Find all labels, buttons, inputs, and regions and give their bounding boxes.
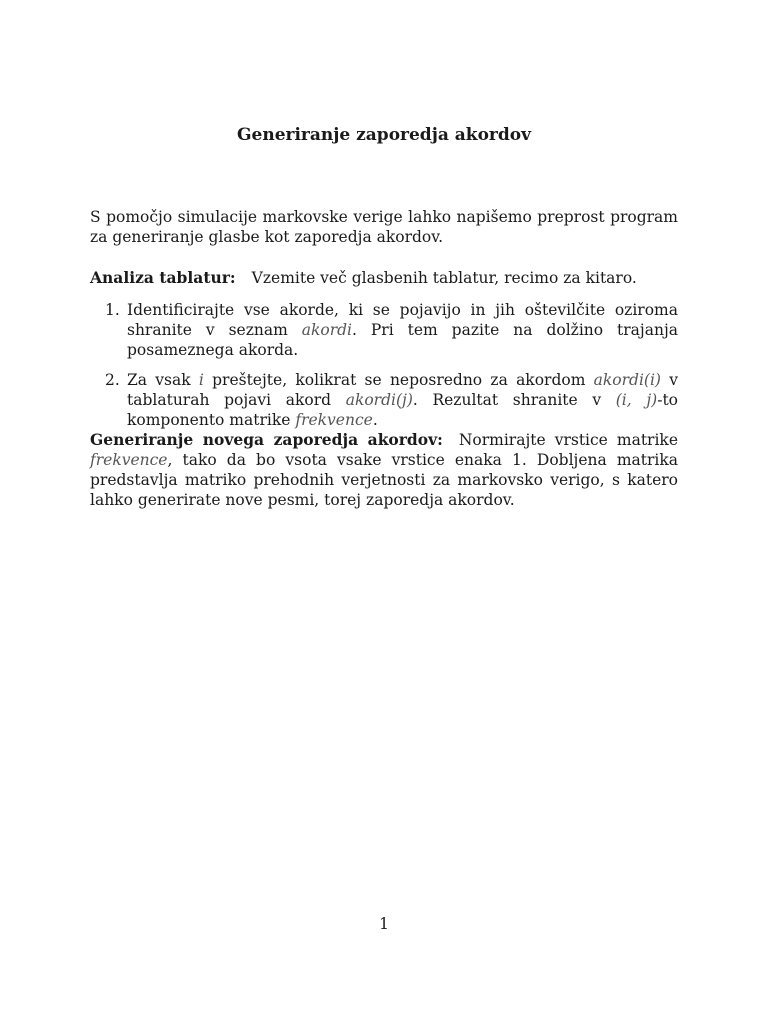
list-item-text: -to komponento matrike <box>127 391 679 429</box>
section-analiza-tablatur <box>90 268 678 288</box>
math-frekvence: frekvence <box>295 411 373 429</box>
section-text: Normirajte vrstice matrike <box>458 431 678 449</box>
page-number: 1 <box>379 915 389 933</box>
task-list <box>90 300 678 430</box>
section-generiranje <box>90 430 678 510</box>
document-title: Generiranje zaporedja akordov <box>237 125 531 145</box>
list-item-text: Za vsak <box>127 371 199 389</box>
section-text: , tako da bo vsota vsake vrstice enaka 1. Dobljena matrika predstavlja matriko prehodnih verjetnosti za markovsko verigo, s katero lahko generirate nove pesmi, torej zaporedja akordov. <box>90 451 678 509</box>
list-item-text: v tablaturah pojavi akord <box>127 371 679 409</box>
math-akordi-j: akordi(j) <box>345 391 413 409</box>
list-item-text: Identificirajte vse akorde, ki se pojavijo in jih oštevilčite oziroma shranite v seznam <box>127 301 678 339</box>
math-frekvence: frekvence <box>90 451 168 469</box>
math-akordi-i: akordi(i) <box>593 371 661 389</box>
section-heading: Generiranje novega zaporedja akordov: <box>90 430 443 449</box>
section-text: Vzemite več glasbenih tablatur, recimo za kitaro. <box>251 269 637 287</box>
intro-paragraph: S pomočjo simulacije markovske verige lahko napišemo preprost program za generiranje glasbe kot zaporedja akordov. <box>90 208 678 246</box>
list-item-text: . Pri tem pazite na dolžino trajanja posameznega akorda. <box>127 321 678 359</box>
list-item <box>90 300 678 360</box>
list-item-text: . Rezultat shranite v <box>412 391 616 409</box>
math-akordi: akordi <box>301 321 352 339</box>
section-heading: Analiza tablatur: <box>90 268 236 287</box>
list-item <box>90 370 678 430</box>
list-item-number: 1. <box>105 301 120 319</box>
math-i: i <box>198 371 204 389</box>
list-item-text: . <box>372 411 378 429</box>
math-i-j: (i, j) <box>615 391 658 409</box>
list-item-number: 2. <box>105 371 120 389</box>
list-item-text: preštejte, kolikrat se neposredno za akordom <box>203 371 594 389</box>
